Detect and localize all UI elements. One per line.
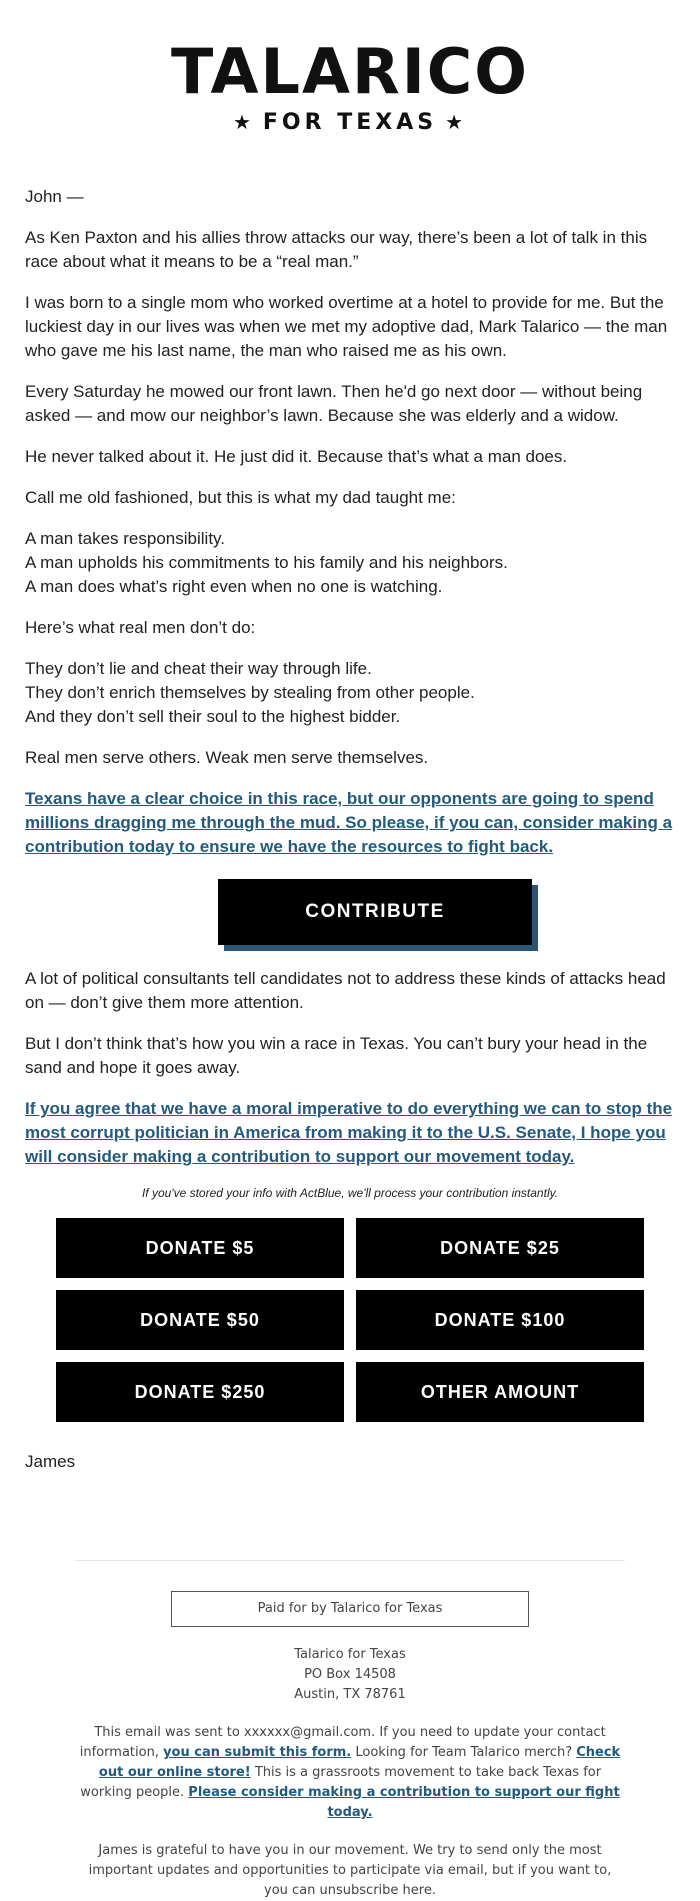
campaign-logo (0, 0, 700, 135)
cta-container (25, 879, 675, 947)
paragraph: He never talked about it. He just did it. Because that’s what a man does. (25, 447, 568, 466)
footer-divider (75, 1560, 625, 1561)
footer-text: This is a grassroots movement to take back Texas for working people. (80, 1765, 602, 1800)
paragraph: A lot of political consultants tell candidates not to address these kinds of attacks head on — don’t give them more attention. (25, 969, 666, 1012)
list-line: A man upholds his commitments to his family and his neighbors. (25, 553, 508, 572)
logo-subtitle-text: FOR TEXAS (262, 110, 438, 135)
other-amount-button[interactable]: OTHER AMOUNT (356, 1362, 644, 1422)
donate-250-button[interactable]: DONATE $250 (56, 1362, 344, 1422)
list-block (25, 527, 675, 599)
signature: James (25, 1452, 76, 1471)
star-icon: ★ (232, 110, 255, 134)
donate-100-button[interactable]: DONATE $100 (356, 1290, 644, 1350)
greeting: John — (25, 187, 84, 206)
online-store-link[interactable]: Check out our online store! (98, 1745, 621, 1780)
list-line: A man does what’s right even when no one is watching. (25, 577, 443, 596)
paragraph: Every Saturday he mowed our front lawn. Then he'd go next door — without being asked — and mow our neighbor’s lawn. Because she was elderly and a widow. (25, 382, 643, 425)
update-contact-link[interactable]: you can submit this form. (163, 1745, 352, 1760)
paragraph: I was born to a single mom who worked overtime at a hotel to provide for me. But the luckiest day in our lives was when we met my adoptive dad, Mark Talarico — the man who gave me his last name, the man who raised me as his own. (25, 293, 668, 360)
footer-text: This email was sent to xxxxxx@gmail.com. If you need to update your contact information, (79, 1725, 606, 1760)
paragraph: But I don’t think that’s how you win a race in Texas. You can’t bury your head in the sand and hope it goes away. (25, 1034, 648, 1077)
contribution-link[interactable]: Texans have a clear choice in this race, but our opponents are going to spend millions dragging me through the mud. So please, if you can, consider making a contribution today to ensure we have the resources to fight back. (25, 789, 673, 856)
contribute-button[interactable]: CONTRIBUTE (218, 879, 532, 945)
paragraph: Call me old fashioned, but this is what my dad taught me: (25, 488, 456, 507)
list-line: They don’t enrich themselves by stealing from other people. (25, 683, 475, 702)
address-line: Austin, TX 78761 (294, 1687, 406, 1702)
mailing-address (0, 1645, 700, 1705)
paid-for-box: Paid for by Talarico for Texas (171, 1591, 529, 1627)
address-line: Talarico for Texas (294, 1647, 406, 1662)
address-line: PO Box 14508 (304, 1667, 396, 1682)
donate-5-button[interactable]: DONATE $5 (56, 1218, 344, 1278)
donate-grid (56, 1218, 700, 1422)
letter-content (0, 185, 700, 1169)
footer-text: Looking for Team Talarico merch? (351, 1745, 577, 1760)
donate-50-button[interactable]: DONATE $50 (56, 1290, 344, 1350)
contribute-footer-link[interactable]: Please consider making a contribution to support our fight today. (188, 1785, 620, 1820)
star-icon: ★ (445, 110, 468, 134)
actblue-note: If you've stored your info with ActBlue, we'll process your contribution instantly. (141, 1186, 559, 1200)
logo-subtitle (0, 110, 700, 135)
list-line: They don’t lie and cheat their way through life. (25, 659, 372, 678)
donate-25-button[interactable]: DONATE $25 (356, 1218, 644, 1278)
paragraph: Real men serve others. Weak men serve themselves. (25, 748, 429, 767)
logo-title: TALARICO (171, 35, 529, 108)
list-line: And they don’t sell their soul to the highest bidder. (25, 707, 401, 726)
paragraph: As Ken Paxton and his allies throw attacks our way, there’s been a lot of talk in this race about what it means to be a “real man.” (25, 228, 648, 271)
paragraph: Here’s what real men don’t do: (25, 618, 256, 637)
list-line: A man takes responsibility. (25, 529, 225, 548)
footer-closing: James is grateful to have you in our movement. We try to send only the most important updates and opportunities to participate via email, but if you want to, you can unsubscribe here. (88, 1843, 612, 1898)
contribution-link[interactable]: If you agree that we have a moral imperative to do everything we can to stop the most corrupt politician in America from making it to the U.S. Senate, I hope you will consider making a contribution to support our movement today. (25, 1099, 673, 1166)
list-block (25, 657, 675, 729)
footer-notice (0, 1723, 700, 1823)
